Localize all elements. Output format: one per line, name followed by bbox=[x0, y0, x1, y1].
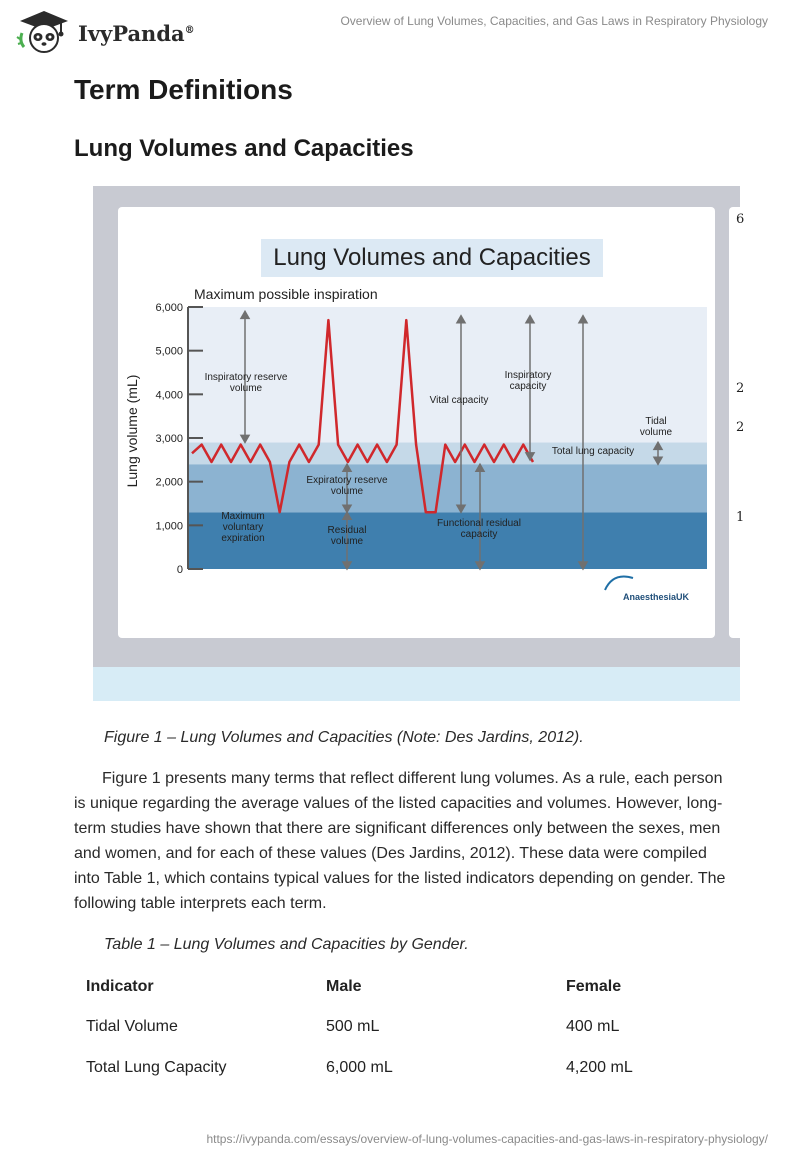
y-tick-label: 6,000 bbox=[155, 302, 183, 314]
y-tick-label: 1,000 bbox=[155, 520, 183, 533]
table-header-cell: Male bbox=[326, 978, 362, 995]
section-heading: Term Definitions bbox=[74, 74, 293, 105]
table-cell: 6,000 mL bbox=[326, 1058, 393, 1076]
chart-band bbox=[188, 464, 707, 512]
y-tick-label: 4,000 bbox=[155, 389, 183, 402]
watermark-text: AnaesthesiaUK bbox=[623, 592, 690, 602]
y-tick-label: 2,000 bbox=[155, 476, 183, 489]
table-cell: 400 mL bbox=[566, 1017, 620, 1035]
figure-caption: Figure 1 – Lung Volumes and Capacities (Note: Des Jardins, 2012). bbox=[104, 729, 584, 746]
table-header-cell: Indicator bbox=[86, 978, 154, 995]
table-row bbox=[74, 1006, 734, 1047]
side-number: 1 bbox=[736, 510, 745, 525]
y-tick-label: 5,000 bbox=[155, 345, 183, 358]
annotation-label: Residual volume bbox=[327, 525, 367, 547]
body-paragraph: Figure 1 presents many terms that reflect different lung volumes. As a rule, each person is unique regarding the average values of the listed capacities and volumes. However, long-term studies have shown that there are significant differences only between the sexes, men and women, and for each of these values (Des Jardins, 2012). These data were compiled into Table 1, which contains typical values for the listed indicators depending on gender. The following table interprets each term. bbox=[74, 770, 726, 912]
page-header bbox=[0, 0, 800, 60]
annotation-label: Tidal volume bbox=[639, 416, 673, 438]
ivypanda-logo[interactable] bbox=[16, 9, 196, 57]
annotation-label: Total lung capacity bbox=[551, 446, 635, 457]
side-number: 2 bbox=[736, 420, 745, 435]
side-number: 6 bbox=[736, 212, 745, 227]
figure-image bbox=[93, 186, 745, 701]
document-title: Overview of Lung Volumes, Capacities, and Gas Laws in Respiratory Physiology bbox=[340, 14, 768, 28]
panda-icon bbox=[16, 9, 72, 55]
chart-title: Lung Volumes and Capacities bbox=[273, 244, 591, 271]
source-url[interactable]: https://ivypanda.com/essays/overview-of-lung-volumes-capacities-and-gas-laws-in-respiratory-physiology/ bbox=[206, 1132, 768, 1146]
lung-volume-chart bbox=[93, 186, 740, 701]
side-number: 2 bbox=[736, 381, 745, 396]
table-caption: Table 1 – Lung Volumes and Capacities by Gender. bbox=[104, 936, 469, 953]
y-axis-label: Lung volume (mL) bbox=[124, 374, 140, 488]
y-tick-label: 0 bbox=[176, 564, 183, 576]
subsection-heading: Lung Volumes and Capacities bbox=[74, 135, 414, 162]
annotation-label: Expiratory reserve volume bbox=[306, 475, 388, 497]
annotation-label: Maximum voluntary expiration bbox=[221, 511, 265, 544]
table-row bbox=[74, 1047, 734, 1088]
annotation-label: Inspiratory reserve volume bbox=[204, 372, 288, 394]
volumes-table bbox=[74, 968, 734, 1088]
annotation-label: Inspiratory capacity bbox=[504, 370, 552, 392]
table-cell: Tidal Volume bbox=[86, 1017, 178, 1035]
logo-text: IvyPanda® bbox=[78, 21, 195, 46]
anaesthesiauk-logo bbox=[605, 577, 690, 603]
table-cell: 500 mL bbox=[326, 1017, 380, 1035]
chart-top-note: Maximum possible inspiration bbox=[194, 286, 378, 302]
table-header-row bbox=[74, 968, 734, 1006]
table-cell: 4,200 mL bbox=[566, 1058, 633, 1076]
annotation-label: Functional residual capacity bbox=[437, 518, 521, 540]
table-header-cell: Female bbox=[566, 978, 622, 995]
table-cell: Total Lung Capacity bbox=[86, 1058, 227, 1076]
y-tick-label: 3,000 bbox=[155, 433, 183, 445]
annotation-label: Vital capacity bbox=[429, 395, 489, 406]
